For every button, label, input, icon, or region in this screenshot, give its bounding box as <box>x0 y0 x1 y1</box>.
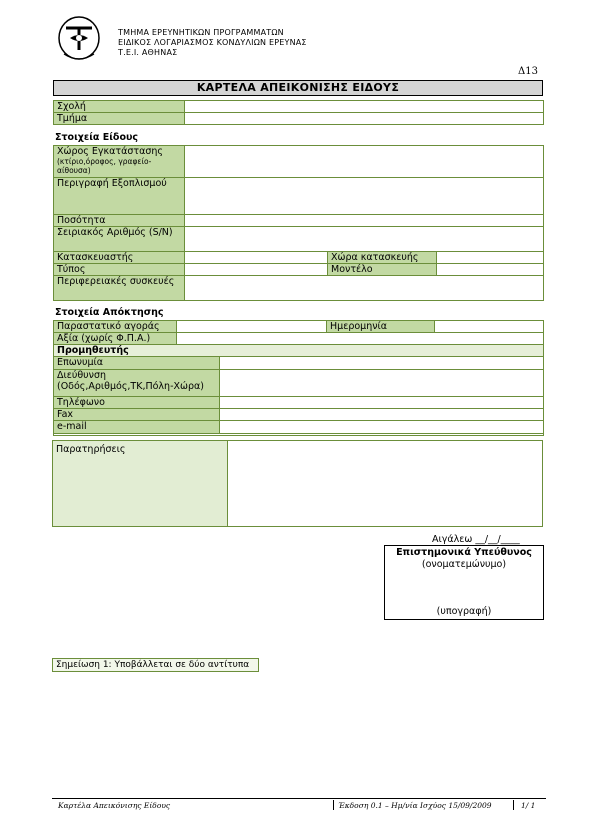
footer-line <box>52 798 546 799</box>
serial-field[interactable] <box>184 226 544 252</box>
quantity-label: Ποσότητα <box>53 214 185 227</box>
tei-logo <box>56 14 102 62</box>
footer-separator-2 <box>513 800 514 810</box>
form-code: Δ13 <box>518 66 538 77</box>
footer-separator-1 <box>333 800 334 810</box>
department-label: Τμήμα <box>53 112 185 125</box>
supplier-title: Προμηθευτής <box>53 344 544 357</box>
value-label: Αξία (χωρίς Φ.Π.Α.) <box>53 332 177 345</box>
email-label: e-mail <box>53 420 220 434</box>
name-field[interactable] <box>219 356 544 370</box>
phone-label: Τηλέφωνο <box>53 396 220 409</box>
address-field[interactable] <box>219 369 544 397</box>
name-label: Επωνυμία <box>53 356 220 370</box>
manufacturer-label: Κατασκευαστής <box>53 251 185 264</box>
location-field[interactable] <box>184 145 544 178</box>
date-label: Ημερομηνία <box>326 320 435 333</box>
address-label: Διεύθυνση (Οδός,Αριθμός,ΤΚ,Πόλη-Χώρα) <box>53 369 220 397</box>
remarks-label: Παρατηρήσεις <box>52 440 228 527</box>
peripherals-label: Περιφερειακές συσκευές <box>53 275 185 301</box>
location-label: Χώρος Εγκατάστασης (κτίριο,όροφος, γραφείο-αίθουσα) <box>53 145 185 178</box>
school-label: Σχολή <box>53 100 185 113</box>
department-field[interactable] <box>184 112 544 125</box>
form-title: ΚΑΡΤΕΛΑ ΑΠΕΙΚΟΝΙΣΗΣ ΕΙΔΟΥΣ <box>53 80 543 96</box>
signatory-role: Επιστημονικά Υπεύθυνος <box>396 547 532 558</box>
name-hint: (ονοματεμώνυμο) <box>421 559 507 570</box>
acquisition-section-title: Στοιχεία Απόκτησης <box>55 307 164 318</box>
footer-page: 1/ 1 <box>521 801 536 810</box>
footer-version: Έκδοση 0.1 – Ημ/νία Ισχύος 15/09/2009 <box>338 801 492 810</box>
header-line-3: Τ.Ε.Ι. ΑΘΗΝΑΣ <box>118 48 178 57</box>
serial-label: Σειριακός Αριθμός (S/N) <box>53 226 185 252</box>
header-line-2: ΕΙΔΙΚΟΣ ΛΟΓΑΡΙΑΣΜΟΣ ΚΟΝΔΥΛΙΩΝ ΕΡΕΥΝΑΣ <box>118 38 307 47</box>
fax-label: Fax <box>53 408 220 421</box>
email-field[interactable] <box>219 420 544 434</box>
description-label: Περιγραφή Εξοπλισμού <box>53 177 185 215</box>
place-date: Αιγάλεω __/__/____ <box>432 534 520 545</box>
note-1: Σημείωση 1: Υποβάλλεται σε δύο αντίτυπα <box>52 658 259 672</box>
header-line-1: ΤΜΗΜΑ ΕΡΕΥΝΗΤΙΚΩΝ ΠΡΟΓΡΑΜΜΑΤΩΝ <box>118 28 284 37</box>
sign-hint: (υπογραφή) <box>436 606 492 617</box>
footer-left: Καρτέλα Απεικόνισης Είδους <box>58 801 171 810</box>
peripherals-field[interactable] <box>184 275 544 301</box>
country-label: Χώρα κατασκευής <box>327 251 437 264</box>
remarks-field[interactable] <box>227 440 543 527</box>
purchase-doc-label: Παραστατικό αγοράς <box>53 320 177 333</box>
type-label: Τύπος <box>53 263 185 276</box>
item-section-title: Στοιχεία Είδους <box>55 132 139 143</box>
model-label: Μοντέλο <box>327 263 437 276</box>
description-field[interactable] <box>184 177 544 215</box>
